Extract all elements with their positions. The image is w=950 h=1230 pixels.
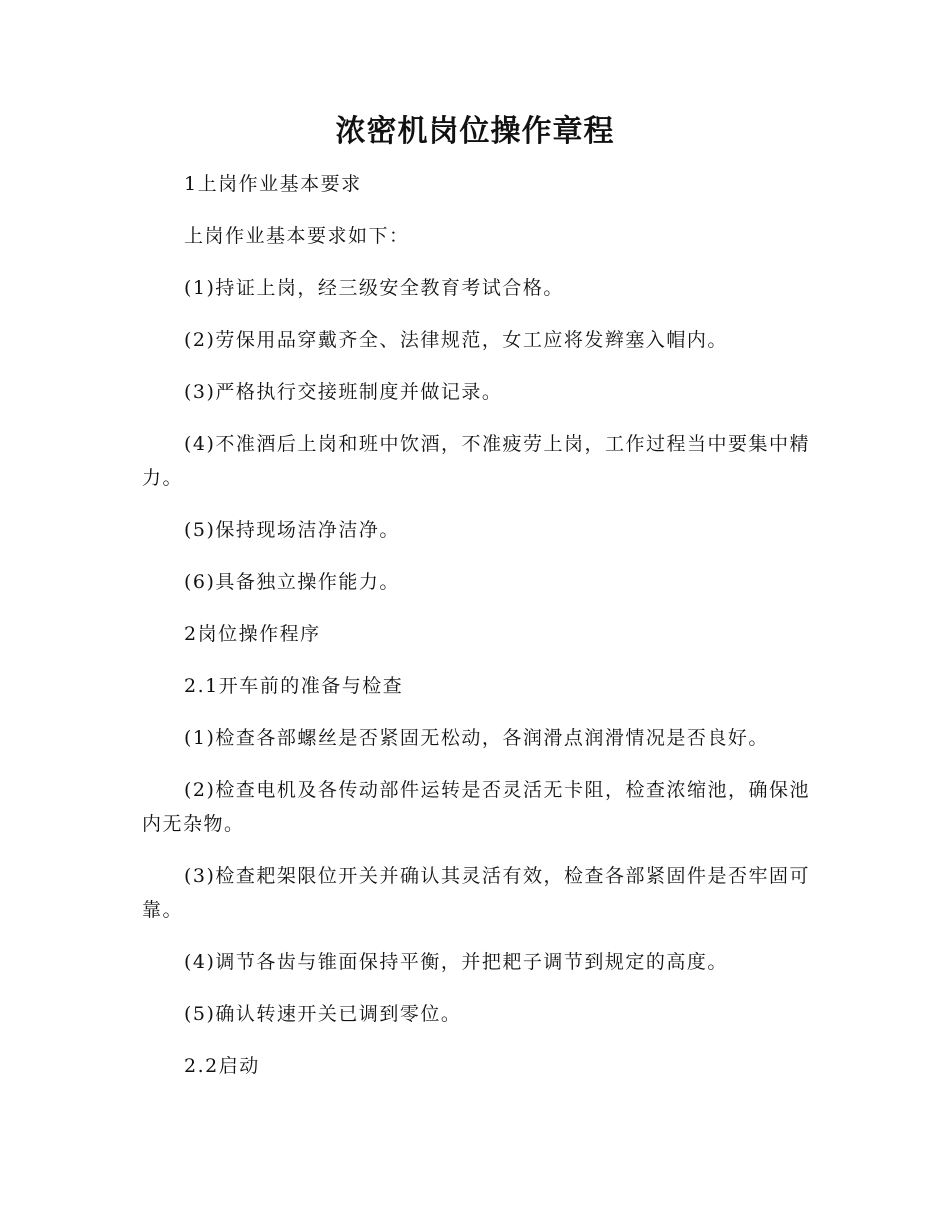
subsection-heading-2-2: 2.2启动 — [184, 1055, 260, 1077]
list-item: (1)持证上岗，经三级安全教育考试合格。 — [184, 277, 564, 299]
list-item: (4)不准酒后上岗和班中饮酒，不准疲劳上岗，工作过程当中要集中精力。 — [142, 433, 810, 489]
section-heading-2: 2岗位操作程序 — [184, 623, 321, 645]
list-item: (3)严格执行交接班制度并做记录。 — [184, 381, 503, 403]
list-item: (1)检查各部螺丝是否紧固无松动，各润滑点润滑情况是否良好。 — [184, 727, 769, 749]
subsection-heading-2-1: 2.1开车前的准备与检查 — [184, 675, 404, 697]
document-title: 浓密机岗位操作章程 — [335, 114, 615, 149]
section-heading-1: 1上岗作业基本要求 — [184, 173, 362, 195]
list-item: (6)具备独立操作能力。 — [184, 571, 400, 593]
list-item: (5)确认转速开关已调到零位。 — [184, 1003, 462, 1025]
paragraph-intro: 上岗作业基本要求如下： — [184, 225, 410, 247]
list-item: (4)调节各齿与锥面保持平衡，并把耙子调节到规定的高度。 — [184, 951, 728, 973]
list-item: (2)检查电机及各传动部件运转是否灵活无卡阻，检查浓缩池，确保池内无杂物。 — [142, 779, 810, 835]
list-item: (3)检查耙架限位开关并确认其灵活有效，检查各部紧固件是否牢固可靠。 — [142, 865, 810, 921]
list-item: (5)保持现场洁净洁净。 — [184, 519, 400, 541]
document-body — [142, 167, 810, 1083]
list-item: (2)劳保用品穿戴齐全、法律规范，女工应将发辫塞入帽内。 — [184, 329, 728, 351]
